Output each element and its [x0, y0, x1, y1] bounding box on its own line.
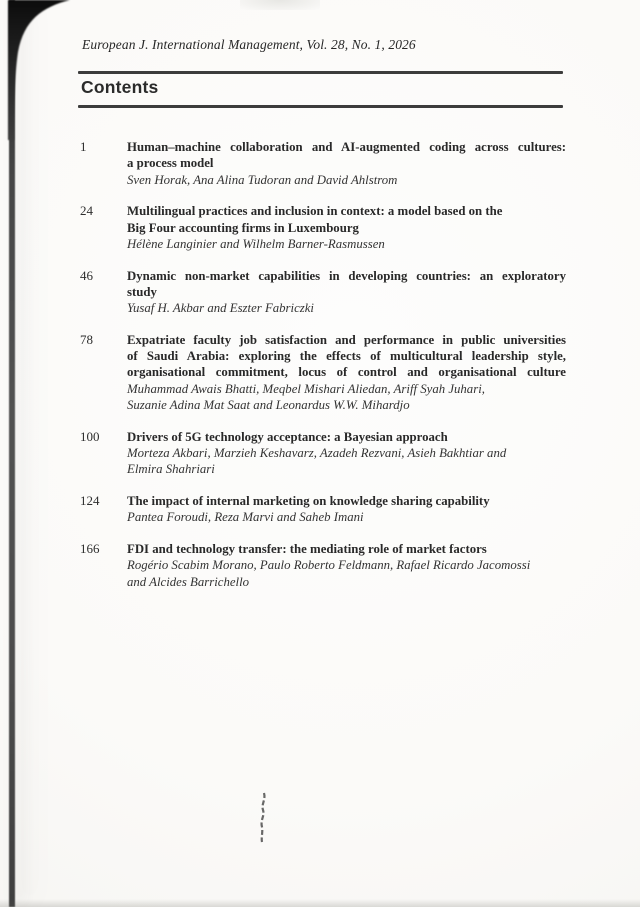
title-line: Multilingual practices and inclusion in context: a model based on the: [127, 204, 503, 219]
title-line: Dynamic non-market capabilities in developing countries: an exploratory: [127, 268, 566, 283]
title-line: Human–machine collaboration and AI-augmented coding across cultures:: [127, 140, 566, 154]
authors-line: Hélène Langinier and Wilhelm Barner-Rasmussen: [127, 236, 385, 251]
authors-line: Elmira Shahriari: [127, 462, 215, 477]
article-entry-body: [127, 203, 566, 252]
heading-rule-bottom: [78, 105, 563, 108]
article-title: [127, 429, 566, 445]
toc-entry: [80, 429, 566, 478]
article-authors: [127, 445, 566, 478]
contents-heading: Contents: [81, 77, 159, 97]
authors-line: Yusaf H. Akbar and Eszter Fabriczki: [127, 301, 314, 316]
toc-entry: [80, 139, 566, 188]
heading-rule-top: [78, 71, 563, 74]
authors-line: Rogério Scabim Morano, Paulo Roberto Feldmann, Rafael Ricardo Jacomossi: [127, 558, 531, 573]
article-page-number: 46: [80, 267, 93, 283]
toc-entry: [80, 541, 566, 590]
journal-header: European J. International Management, Vol. 28, No. 1, 2026: [82, 37, 416, 52]
authors-line: Morteza Akbari, Marzieh Keshavarz, Azadeh Rezvani, Asieh Bakhtiar and: [127, 446, 507, 461]
article-entry-body: [127, 139, 566, 188]
authors-line: Suzanie Adina Mat Saat and Leonardus W.W. Mihardjo: [127, 398, 410, 413]
toc-entry: [80, 203, 566, 252]
article-page-number: 100: [80, 428, 100, 444]
title-line: study: [127, 284, 157, 299]
article-authors: [127, 300, 566, 316]
title-line: organisational commitment, locus of control and organisational culture: [127, 365, 566, 380]
article-page-number: 166: [80, 540, 100, 556]
toc-list: [80, 139, 566, 605]
article-page-number: 1: [80, 139, 87, 154]
title-line: Expatriate faculty job satisfaction and performance in public universities: [127, 332, 566, 347]
article-entry-body: [127, 268, 566, 317]
article-authors: [127, 381, 566, 414]
authors-line: Muhammad Awais Bhatti, Meqbel Mishari Aliedan, Ariff Syah Juhari,: [127, 381, 485, 396]
toc-entry: [80, 493, 566, 526]
title-line: Drivers of 5G technology acceptance: a Bayesian approach: [127, 429, 448, 444]
article-entry-body: [127, 541, 566, 590]
title-line: Big Four accounting firms in Luxembourg: [127, 220, 359, 235]
article-title: [127, 332, 566, 381]
article-entry-body: [127, 332, 566, 413]
article-authors: [127, 236, 566, 252]
article-authors: [127, 557, 566, 590]
scan-glare: [240, 0, 320, 10]
authors-line: Sven Horak, Ana Alina Tudoran and David Ahlstrom: [127, 172, 398, 187]
scan-corner-fold: [0, 0, 80, 140]
scan-smudge-mark: [255, 791, 271, 845]
article-title: [127, 139, 566, 172]
article-title: [127, 493, 566, 509]
authors-line: and Alcides Barrichello: [127, 574, 250, 589]
scan-bottom-shadow: [0, 899, 640, 907]
authors-line: Pantea Foroudi, Reza Marvi and Saheb Imani: [127, 510, 364, 525]
title-line: The impact of internal marketing on knowledge sharing capability: [127, 494, 490, 508]
toc-entry: [80, 332, 566, 413]
article-title: [127, 268, 566, 301]
article-authors: [127, 509, 566, 525]
toc-entry: [80, 268, 566, 317]
article-authors: [127, 172, 566, 188]
article-entry-body: [127, 429, 566, 478]
title-line: a process model: [127, 156, 214, 171]
article-title: [127, 203, 566, 236]
article-page-number: 24: [80, 203, 93, 219]
article-page-number: 124: [80, 493, 100, 508]
article-entry-body: [127, 493, 566, 526]
title-line: of Saudi Arabia: exploring the effects of multicultural leadership style,: [127, 349, 566, 364]
title-line: FDI and technology transfer: the mediating role of market factors: [127, 541, 487, 556]
article-title: [127, 541, 566, 557]
article-page-number: 78: [80, 331, 93, 347]
